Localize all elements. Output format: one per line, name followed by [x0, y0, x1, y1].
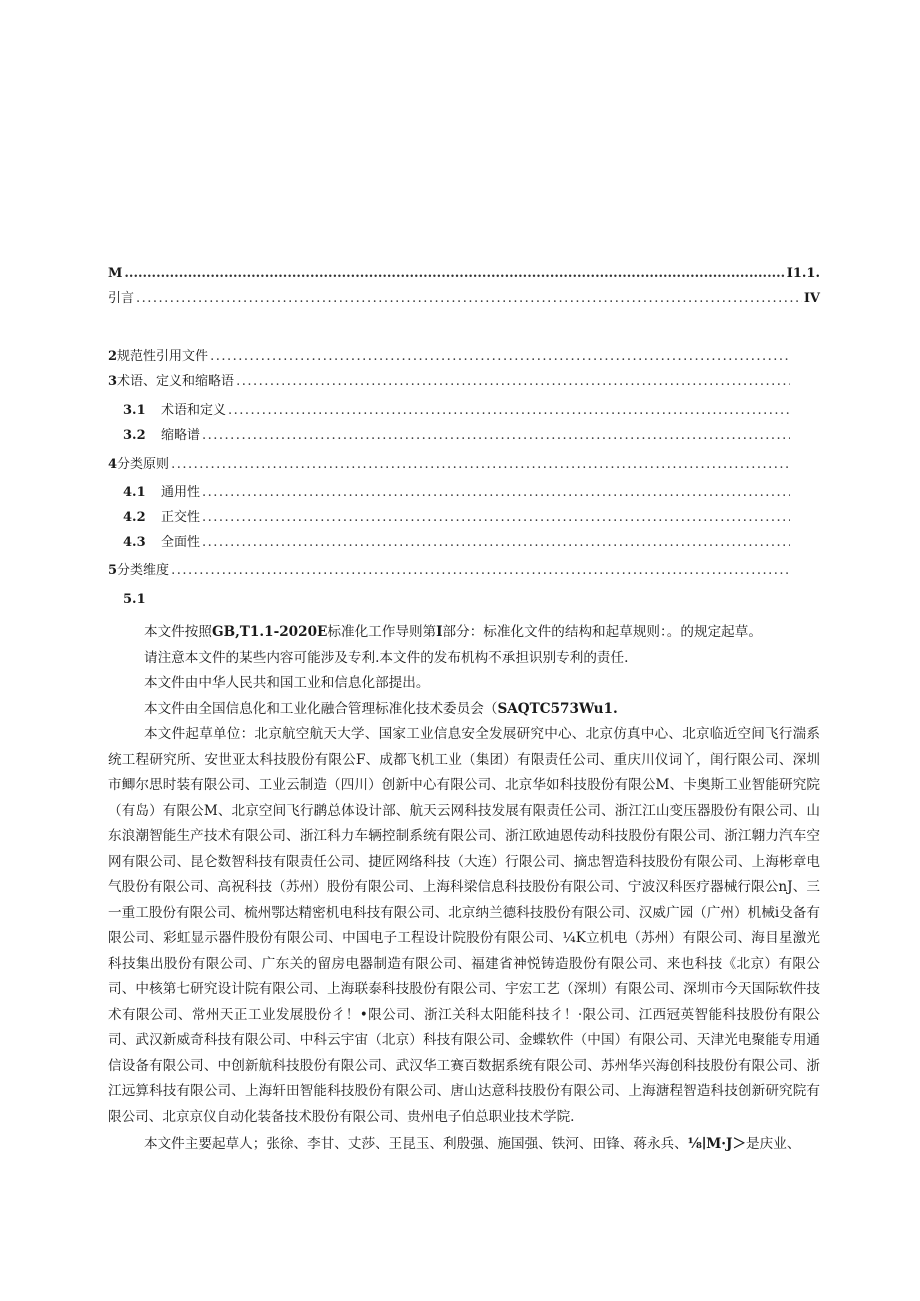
text: 本文件按照: [144, 624, 212, 640]
toc-entry-3-2[interactable]: [123, 427, 792, 445]
text: 部分：标准化文件的结构和起草规则：。的规定起草。: [442, 624, 762, 640]
toc-leader: [202, 534, 790, 552]
toc-intro[interactable]: [108, 290, 820, 308]
toc-entry-number: 5: [108, 563, 118, 578]
toc-leader: [202, 509, 790, 527]
toc-entry-number: 4.1: [123, 485, 146, 500]
part-number: I: [436, 624, 443, 640]
toc-entry-number: 5.1: [123, 592, 146, 607]
toc-entry-3[interactable]: [108, 373, 792, 391]
text: 标准化工作导则第: [327, 624, 437, 640]
toc-entry-number: 4.3: [123, 535, 146, 550]
toc-entry-title: 分类维度: [117, 563, 170, 578]
standard-code: GB,T1.1-2020E: [211, 624, 328, 640]
toc-foreword-page: I1.1.: [786, 266, 820, 281]
toc-entry-5[interactable]: [108, 562, 792, 580]
toc-entry-title: 缩略谱: [161, 428, 201, 443]
text: 是庆业、: [746, 1136, 801, 1152]
toc-entry-number: 3.1: [123, 403, 146, 418]
text: 本文件主要起草人；张徐、李甘、丈莎、王昆玉、利殷强、施国强、铁河、田锋、蒋永兵、: [144, 1136, 688, 1152]
toc-leader: [171, 456, 790, 474]
toc-leader: [236, 373, 790, 391]
toc-leader: [210, 348, 790, 366]
toc-leader: [228, 402, 790, 420]
toc-entry-3-1[interactable]: [123, 402, 792, 420]
paragraph-committee: [108, 697, 820, 723]
paragraph-proposer: 本文件由中华人民共和国工业和信息化部提出。: [144, 675, 430, 691]
toc-foreword[interactable]: [108, 265, 820, 283]
toc-entry-number: 2: [108, 349, 118, 364]
toc-leader: [202, 427, 790, 445]
toc-entry-4[interactable]: [108, 456, 792, 474]
toc-entry-title: 分类原则: [117, 457, 170, 472]
toc-entry-title: 术语和定义: [161, 403, 227, 418]
toc-intro-label: 引言: [108, 291, 135, 306]
toc-entry-4-3[interactable]: [123, 534, 792, 552]
paragraph-drafters: [108, 1132, 820, 1158]
toc-entry-number: 3.2: [123, 428, 146, 443]
toc-entry-title: 通用性: [161, 485, 201, 500]
toc-entry-title: 术语、定义和缩略语: [117, 374, 235, 389]
toc-entry-4-1[interactable]: [123, 484, 792, 502]
toc-entry-title: 全面性: [161, 535, 201, 550]
toc-entry-2[interactable]: [108, 348, 792, 366]
committee-code: SAQTC573Wu1.: [497, 700, 618, 717]
toc-entry-number: 4: [108, 457, 118, 472]
garbled-name: ⅛∣M·J＞: [687, 1136, 747, 1152]
paragraph-drafting-rules: [108, 620, 820, 646]
toc-intro-page: IV: [803, 291, 820, 306]
toc-leader: [202, 484, 790, 502]
toc-leader: [171, 562, 790, 580]
toc-entry-title: 规范性引用文件: [117, 349, 209, 364]
toc-leader: [136, 290, 802, 308]
toc-entry-number: 3: [108, 374, 118, 389]
toc-entry-4-2[interactable]: [123, 509, 792, 527]
toc-entry-5-1[interactable]: [123, 591, 161, 609]
toc-leader: [124, 265, 784, 283]
toc-entry-number: 4.2: [123, 510, 146, 525]
foreword-body: [108, 620, 820, 1158]
toc-foreword-label: M: [108, 266, 123, 281]
paragraph-drafting-units: 本文件起草单位：北京航空航天大学、国家工业信息安全发展研究中心、北京仿真中心、北京临近空间飞行湍系统工程研究所、安世亚太科技股份有限公F、成都飞机工业（集团）有限责任公司、重庆川仪词丫，闺行限公司、深圳市鲫尔思时装有限公司、工业云制造（四川）创新中心有限公司、北京华如科技股份有限公M、卡奥斯工业智能研究院（有岛）有限公M、北京空间飞行䴙总体设计部、航天云网科技发展有限责任公司、浙江江山变压器股份有限公司、山东浪潮智能生产技术有限公司、浙江科力车辆控制系统有限公司、浙江欧迪恩传动科技股份有限公司、浙江翺力汽车空网有限公司、昆仑数智科技有限责任公司、捷匠网络科技（大连）行限公司、摘忠智造科技股份有限公司、上海彬章电气股份有限公司、高祝科技（苏州）股份有限公司、上海科梁信息科技股份有限公司、宁波汉科医疗器械行限公nJ、三一重工股份有限公司、梳州鄂达精密机电科技有限公司、北京纳兰德科技股份有限公司、汉威广园（广州）机械i殳备有限公司、彩虹显示器件股份有限公司、中国电子工程设计院股份有限公司、¼K立机电（苏州）有限公司、海目星激光科技集出股份有限公司、广东关的留房电器制造有限公司、福建省神悦铸造股份有限公司、来也科技《北京）有限公司、中核第七研究设计院有限公司、上海联泰科技股份有限公司、宇宏工艺（深圳）有限公司、深圳市今天国际软件技术有限公司、常州天正工业发展股份彳！•限公司、浙江关科太阳能科技彳！·限公司、江西冠英智能科技股份有限公司、武汉新威奇科技有限公司、中科云宇宙（北京）科技有限公司、金蝶软件（中国）有限公司、天津光电聚能专用通信设备有限公司、中创新航科技股份有限公司、武汉华工赛百数据系统有限公司、苏州华兴海创科技股份有限公司、浙江远算科技有限公司、上海轩田智能科技股份有限公司、唐山达意科技股份有限公司、上海溏程智造科技创新研究院有限公司、北京京仪自动化装备技术股份有限公司、贵州电子伯总职业技术学院.: [108, 726, 820, 1125]
toc-entry-title: 正交性: [161, 510, 201, 525]
paragraph-patent-notice: 请注意本文件的某些内容可能涉及专利.本文件的发布机构不承担识别专利的责任.: [144, 649, 629, 666]
text: 本文件由全国信息化和工业化融合管理标准化技术委员会（: [144, 700, 498, 717]
